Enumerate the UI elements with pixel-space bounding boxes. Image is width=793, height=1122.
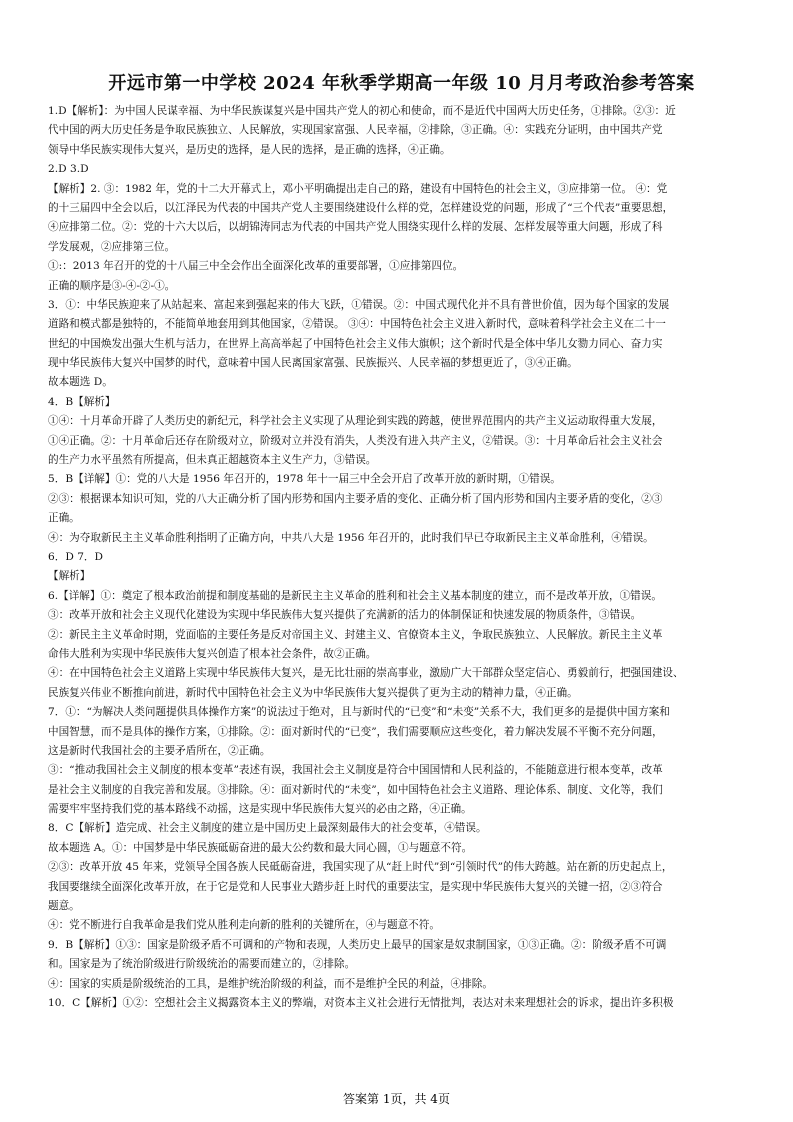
answer-text-line: 领导中华民族实现伟大复兴，是历史的选择，是人民的选择，是正确的选择，④正确。 [48,143,451,156]
answer-text-line: 6．D 7．D [48,550,104,563]
answer-text-line: ④：为夺取新民主主义革命胜利指明了正确方向，中共八大是 1956 年召开的，此时我们早已夺取新民主主义革命胜利，④错误。 [48,531,654,544]
answer-text-line: 1.D【解析】：为中国人民谋幸福、为中华民族谋复兴是中国共产党人的初心和使命，而不是近代中国两大历史任务，①排除。②③：近 [48,105,676,117]
answer-text-line: 8．C【解析】造完成、社会主义制度的建立是中国历史上最深刻最伟大的社会变革，④错误。 [48,822,487,835]
answer-text-body [48,102,755,1013]
answer-text-line: ③：“推动我国社会主义制度的根本变革”表述有误，我国社会主义制度是符合中国国情和人民利益的，不能随意进行根本变革，改革 [48,764,663,777]
answer-text-line: 需要牢牢坚持我们党的基本路线不动摇，这是实现中华民族伟大复兴的必由之路，④正确。 [48,803,472,816]
page-footer: 答案第 1页，共 4页 [343,1092,450,1106]
answer-text-line: 道路和模式都是独特的，不能简单地套用到其他国家，②错误。 ③④：中国特色社会主义进入新时代，意味着科学社会主义在二十一 [48,318,666,331]
answer-text-line: 【解析】 [48,570,91,583]
answer-text-line: 9．B【解析】①③：国家是阶级矛盾不可调和的产物和表现，人类历史上最早的国家是奴隶制国家，①③正确。②：阶级矛盾不可调 [48,938,667,951]
answer-text-line: 故本题选 D。 [48,376,113,389]
answer-text-line: 代中国的两大历史任务是争取民族独立、人民解放，实现国家富强、人民幸福，②排除，③正确。④：实践充分证明，由中国共产党 [48,124,663,137]
document-title: 开远市第一中学校 2024 年秋季学期高一年级 10 月月考政治参考答案 [108,73,695,94]
answer-text-line: 6.【详解】①：奠定了根本政治前提和制度基础的是新民主主义革命的胜利和社会主义基本制度的建立，而不是改革开放，①错误。 [48,589,662,602]
answer-text-line: 是社会主义制度的自我完善和发展。③排除。④：面对新时代的“未变”，如中国特色社会主义道路、理论体系、制度、文化等，我们 [48,783,663,796]
answer-text-line: 5．B【详解】①：党的八大是 1956 年召开的，1978 年十一届三中全会开启了改革开放的新时期，①错误。 [48,473,561,486]
answer-text-line: 中国智慧，而不是具体的操作方案，①排除。②：面对新时代的“已变”，我们需要顺应这些变化，着力解决发展不平衡不充分问题， [48,725,663,738]
answer-text-line: 我国要继续全面深化改革开放，在于它是党和人民事业大踏步赶上时代的重要法宝，是实现中华民族伟大复兴的关键一招，②③符合 [48,880,663,893]
answer-text-line: ①④正确。②：十月革命后还存在阶级对立，阶级对立并没有消失，人类没有进入共产主义，②错误。③：十月革命后社会主义社会 [48,434,663,447]
answer-text-line: 和。国家是为了统治阶级进行阶级统治的需要而建立的，②排除。 [48,958,356,971]
answer-text-line: 【解析】2. ③：1982 年，党的十二大开幕式上，邓小平明确提出走自己的路，建设有中国特色的社会主义，③应排第一位。 ④：党 [48,182,668,195]
answer-text-line: 这是新时代我国社会的主要矛盾所在，②正确。 [48,744,271,757]
answer-text-line: 民族复兴伟业不断推向前进，新时代中国特色社会主义为中华民族伟大复兴提供了更为主动的精神力量，④正确。 [48,686,578,699]
answer-text-line: ②：新民主主义革命时期，党面临的主要任务是反对帝国主义、封建主义、官僚资本主义，争取民族独立、人民解放。新民主主义革 [48,628,663,641]
answer-text-line: 的十三届四中全会以后，以江泽民为代表的中国共产党人主要围绕建设什么样的党，怎样建设党的问题，形成了“三个代表”重要思想， [48,201,674,214]
answer-text-line: ④：在中国特色社会主义道路上实现中华民族伟大复兴，是无比壮丽的崇高事业，激励广大干部群众坚定信心、勇毅前行，把强国建设、 [48,667,684,680]
answer-text-line: 3．①：中华民族迎来了从站起来、富起来到强起来的伟大飞跃，①错误。②：中国式现代化并不具有普世价值，因为每个国家的发展 [48,298,670,311]
answer-text-line: 7．①：“为解决人类问题提供具体操作方案”的说法过于绝对，且与新时代的“已变”和“未变”关系不大，我们更多的是提供中国方案和 [48,706,670,719]
answer-text-line: 正确。 [48,512,80,525]
answer-text-line: 正确的顺序是③-④-②-①。 [48,279,176,292]
answer-text-line: ②③：根据课本知识可知，党的八大正确分析了国内形势和国内主要矛盾的变化、正确分析了国内形势和国内主要矛盾的变化，②③ [48,492,663,505]
answer-text-line: 学发展观，②应排第三位。 [48,240,176,253]
answer-text-line: 命伟大胜利为实现中华民族伟大复兴创造了根本社会条件，故②正确。 [48,647,377,660]
answer-text-line: ④：国家的实质是阶级统治的工具，是维护统治阶级的利益，而不是维护全民的利益，④排除。 [48,977,493,990]
answer-text-line: ②③：改革开放 45 年来，党领导全国各族人民砥砺奋进，我国实现了从“赶上时代”到“引领时代”的伟大跨越。站在新的历史起点上， [48,861,673,874]
answer-text-line: 4．B【解析】 [48,395,116,408]
answer-text-line: ④：党不断进行自我革命是我们党从胜利走向新的胜利的关键所在，④与题意不符。 [48,919,440,932]
answer-text-line: 2.D 3.D [48,163,89,176]
answer-text-line: 现中华民族伟大复兴中国梦的时代，意味着中国人民离国家富强、民族振兴、人民幸福的梦想更近了，③④正确。 [48,357,578,370]
answer-text-line: 10．C【解析】①②：空想社会主义揭露资本主义的弊端，对资本主义社会进行无情批判，表达对未来理想社会的诉求，提出许多积极 [48,996,674,1009]
answer-text-line: ③：改革开放和社会主义现代化建设为实现中华民族伟大复兴提供了充满新的活力的体制保证和快速发展的物质条件，③错误。 [48,609,642,622]
answer-text-line: ①④：十月革命开辟了人类历史的新纪元，科学社会主义实现了从理论到实践的跨越，使世界范围内的共产主义运动取得重大发展， [48,415,663,428]
answer-text-line: 的生产力水平虽然有所提高，但未真正超越资本主义生产力，③错误。 [48,454,377,467]
answer-text-line: 世纪的中国焕发出强大生机与活力，在世界上高高举起了中国特色社会主义伟大旗帜；这个新时代是全体中华儿女勠力同心、奋力实 [48,337,663,350]
answer-text-line: 故本题选 A。①：中国梦是中华民族砥砺奋进的最大公约数和最大同心圆，①与题意不符。 [48,841,473,854]
answer-text-line: ④应排第二位。②：党的十六大以后，以胡锦涛同志为代表的中国共产党人围绕实现什么样的发展、怎样发展等重大问题，形成了科 [48,221,663,234]
answer-text-line: ①:：2013 年召开的党的十八届三中全会作出全面深化改革的重要部署，①应排第四位。 [48,260,464,273]
answer-text-line: 题意。 [48,900,80,913]
